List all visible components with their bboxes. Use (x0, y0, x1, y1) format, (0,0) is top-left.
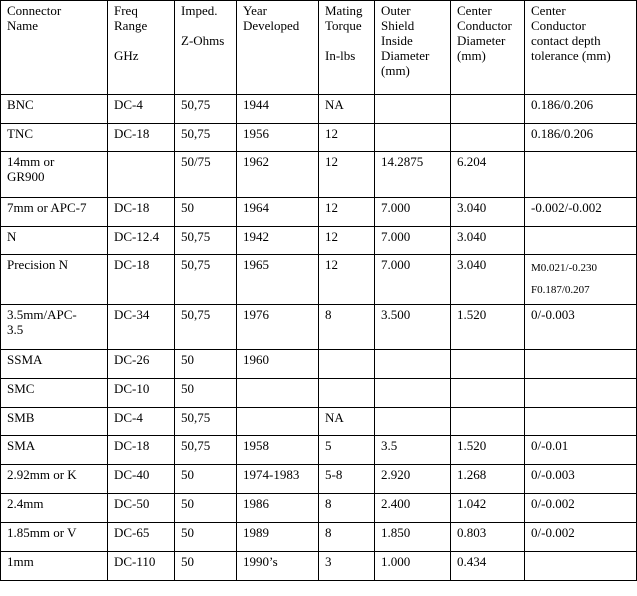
cell-year-developed: 1986 (237, 494, 319, 523)
cell-center-conductor-diameter: 6.204 (451, 152, 525, 198)
cell-impedance: 50 (175, 465, 237, 494)
table-row (1, 494, 637, 523)
cell-name: SSMA (1, 350, 108, 379)
cell-impedance: 50 (175, 379, 237, 408)
table-row (1, 305, 637, 350)
cell-freq-range: DC-26 (108, 350, 175, 379)
cell-mating-torque: 5 (319, 436, 375, 465)
cell-name: 3.5mm/APC- 3.5 (1, 305, 108, 350)
cell-year-developed: 1989 (237, 523, 319, 552)
cell-mating-torque: 8 (319, 523, 375, 552)
cell-contact-depth-tolerance: -0.002/-0.002 (525, 198, 637, 227)
table-row (1, 124, 637, 152)
cell-contact-depth-tolerance: M0.021/-0.230 F0.187/0.207 (525, 255, 637, 305)
cell-name: 2.92mm or K (1, 465, 108, 494)
table-row (1, 523, 637, 552)
cell-contact-depth-tolerance: 0/-0.01 (525, 436, 637, 465)
table-row (1, 95, 637, 124)
cell-year-developed: 1965 (237, 255, 319, 305)
cell-impedance: 50,75 (175, 436, 237, 465)
table-row (1, 152, 637, 198)
cell-outer-shield-diameter (375, 124, 451, 152)
cell-contact-depth-tolerance (525, 552, 637, 581)
table-row (1, 436, 637, 465)
cell-freq-range (108, 152, 175, 198)
cell-outer-shield-diameter: 2.920 (375, 465, 451, 494)
cell-name: 14mm or GR900 (1, 152, 108, 198)
cell-outer-shield-diameter: 1.000 (375, 552, 451, 581)
cell-name: TNC (1, 124, 108, 152)
cell-mating-torque: 8 (319, 305, 375, 350)
cell-outer-shield-diameter: 3.5 (375, 436, 451, 465)
header-row (1, 1, 637, 95)
cell-center-conductor-diameter: 3.040 (451, 198, 525, 227)
cell-mating-torque: 12 (319, 152, 375, 198)
cell-freq-range: DC-40 (108, 465, 175, 494)
cell-mating-torque: 12 (319, 198, 375, 227)
cell-center-conductor-diameter: 3.040 (451, 227, 525, 255)
table-row (1, 552, 637, 581)
cell-outer-shield-diameter: 14.2875 (375, 152, 451, 198)
cell-contact-depth-tolerance (525, 227, 637, 255)
cell-center-conductor-diameter: 1.042 (451, 494, 525, 523)
cell-year-developed: 1964 (237, 198, 319, 227)
cell-freq-range: DC-18 (108, 124, 175, 152)
column-header-mating-torque: Mating Torque In-lbs (319, 1, 375, 95)
cell-year-developed: 1956 (237, 124, 319, 152)
cell-contact-depth-tolerance: 0/-0.003 (525, 465, 637, 494)
cell-year-developed (237, 408, 319, 436)
table-row (1, 350, 637, 379)
cell-freq-range: DC-18 (108, 255, 175, 305)
cell-contact-depth-tolerance: 0.186/0.206 (525, 124, 637, 152)
cell-impedance: 50 (175, 494, 237, 523)
cell-contact-depth-tolerance (525, 350, 637, 379)
table-row (1, 465, 637, 494)
cell-year-developed: 1942 (237, 227, 319, 255)
cell-impedance: 50,75 (175, 95, 237, 124)
cell-impedance: 50 (175, 523, 237, 552)
column-header-impedance: Imped. Z-Ohms (175, 1, 237, 95)
cell-name: SMA (1, 436, 108, 465)
cell-impedance: 50,75 (175, 255, 237, 305)
cell-mating-torque (319, 379, 375, 408)
column-header-outer-shield-diameter: Outer Shield Inside Diameter (mm) (375, 1, 451, 95)
cell-outer-shield-diameter: 7.000 (375, 198, 451, 227)
cell-center-conductor-diameter: 1.268 (451, 465, 525, 494)
cell-contact-depth-tolerance (525, 152, 637, 198)
cell-outer-shield-diameter: 3.500 (375, 305, 451, 350)
cell-freq-range: DC-50 (108, 494, 175, 523)
cell-name: N (1, 227, 108, 255)
cell-mating-torque: 12 (319, 227, 375, 255)
cell-impedance: 50,75 (175, 227, 237, 255)
table-row (1, 198, 637, 227)
column-header-name: Connector Name (1, 1, 108, 95)
cell-mating-torque: 5-8 (319, 465, 375, 494)
cell-freq-range: DC-12.4 (108, 227, 175, 255)
cell-year-developed: 1974-1983 (237, 465, 319, 494)
cell-contact-depth-tolerance: 0.186/0.206 (525, 95, 637, 124)
cell-freq-range: DC-18 (108, 198, 175, 227)
column-header-center-conductor-diameter: Center Conductor Diameter (mm) (451, 1, 525, 95)
cell-year-developed: 1990’s (237, 552, 319, 581)
cell-impedance: 50,75 (175, 408, 237, 436)
cell-impedance: 50,75 (175, 124, 237, 152)
cell-outer-shield-diameter: 1.850 (375, 523, 451, 552)
cell-outer-shield-diameter (375, 350, 451, 379)
cell-freq-range: DC-4 (108, 95, 175, 124)
cell-center-conductor-diameter: 1.520 (451, 305, 525, 350)
cell-mating-torque: 12 (319, 124, 375, 152)
cell-year-developed: 1962 (237, 152, 319, 198)
cell-name: 7mm or APC-7 (1, 198, 108, 227)
cell-year-developed: 1958 (237, 436, 319, 465)
table-row (1, 379, 637, 408)
cell-outer-shield-diameter: 7.000 (375, 227, 451, 255)
cell-center-conductor-diameter: 0.434 (451, 552, 525, 581)
cell-center-conductor-diameter: 0.803 (451, 523, 525, 552)
cell-freq-range: DC-10 (108, 379, 175, 408)
cell-mating-torque (319, 350, 375, 379)
cell-mating-torque: 12 (319, 255, 375, 305)
cell-mating-torque: NA (319, 408, 375, 436)
table-row (1, 255, 637, 305)
cell-freq-range: DC-34 (108, 305, 175, 350)
cell-mating-torque: 3 (319, 552, 375, 581)
cell-year-developed: 1976 (237, 305, 319, 350)
cell-name: 1mm (1, 552, 108, 581)
cell-impedance: 50/75 (175, 152, 237, 198)
cell-year-developed: 1960 (237, 350, 319, 379)
cell-mating-torque: NA (319, 95, 375, 124)
cell-center-conductor-diameter: 3.040 (451, 255, 525, 305)
cell-contact-depth-tolerance: 0/-0.002 (525, 494, 637, 523)
cell-outer-shield-diameter (375, 408, 451, 436)
cell-mating-torque: 8 (319, 494, 375, 523)
cell-name: 2.4mm (1, 494, 108, 523)
cell-outer-shield-diameter: 7.000 (375, 255, 451, 305)
cell-contact-depth-tolerance: 0/-0.002 (525, 523, 637, 552)
cell-impedance: 50 (175, 198, 237, 227)
cell-name: Precision N (1, 255, 108, 305)
table-row (1, 408, 637, 436)
cell-contact-depth-tolerance (525, 408, 637, 436)
cell-freq-range: DC-18 (108, 436, 175, 465)
table-row (1, 227, 637, 255)
cell-center-conductor-diameter (451, 379, 525, 408)
cell-year-developed (237, 379, 319, 408)
cell-outer-shield-diameter (375, 379, 451, 408)
cell-center-conductor-diameter (451, 408, 525, 436)
cell-freq-range: DC-4 (108, 408, 175, 436)
cell-center-conductor-diameter (451, 350, 525, 379)
cell-outer-shield-diameter: 2.400 (375, 494, 451, 523)
cell-impedance: 50 (175, 350, 237, 379)
cell-outer-shield-diameter (375, 95, 451, 124)
cell-year-developed: 1944 (237, 95, 319, 124)
cell-name: SMC (1, 379, 108, 408)
cell-freq-range: DC-65 (108, 523, 175, 552)
cell-name: 1.85mm or V (1, 523, 108, 552)
cell-freq-range: DC-110 (108, 552, 175, 581)
cell-contact-depth-tolerance: 0/-0.003 (525, 305, 637, 350)
cell-impedance: 50 (175, 552, 237, 581)
cell-center-conductor-diameter (451, 124, 525, 152)
cell-name: SMB (1, 408, 108, 436)
cell-center-conductor-diameter: 1.520 (451, 436, 525, 465)
column-header-freq-range: Freq Range GHz (108, 1, 175, 95)
cell-center-conductor-diameter (451, 95, 525, 124)
column-header-contact-depth-tolerance: Center Conductor contact depth tolerance (mm) (525, 1, 637, 95)
cell-name: BNC (1, 95, 108, 124)
cell-contact-depth-tolerance (525, 379, 637, 408)
cell-impedance: 50,75 (175, 305, 237, 350)
column-header-year-developed: Year Developed (237, 1, 319, 95)
